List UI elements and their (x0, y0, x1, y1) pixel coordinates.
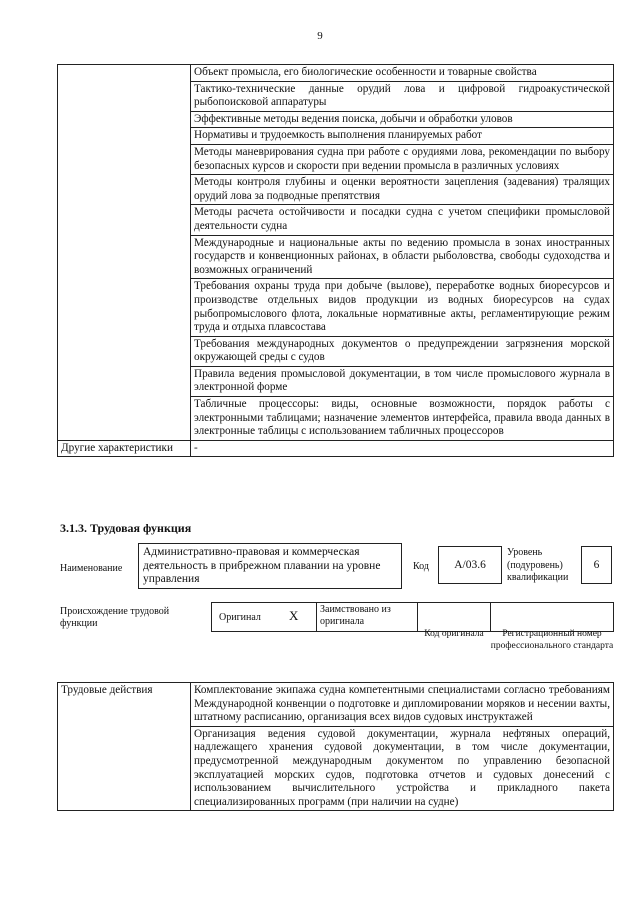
table-cell: Нормативы и трудоемкость выполнения планируемых работ (191, 128, 614, 145)
table-cell: Тактико-технические данные орудий лова и цифровой гидроакустической рыбопоисковой аппаратуры (191, 81, 614, 111)
table-cell: Методы расчета остойчивости и посадки судна с учетом специфики промысловой деятельности судна (191, 205, 614, 235)
code-original-caption: Код оригинала (424, 629, 484, 639)
table-cell: Объект промысла, его биологические особенности и товарные свойства (191, 65, 614, 82)
table-cell: Международные и национальные акты по ведению промысла в зонах иностранных государств и конвенционных районах, в области рыболовства, свободы судоходства и возможных ограничений (191, 235, 614, 279)
table-cell: Комплектование экипажа судна компетентными специалистами согласно требованиям Международной конвенции о подготовке и дипломировании моряков и несении вахты, штатному расписанию, организация всех видов судовых инструктажей (191, 683, 614, 727)
original-label: Оригинал (219, 612, 261, 623)
table-row (58, 683, 614, 727)
table-cell: Методы маневрирования судна при работе с орудиями лова, рекомендации по выбору безопасных курсов и скорости при ведении промысла в различных условиях (191, 144, 614, 174)
table-row (58, 65, 614, 82)
name-value: Административно-правовая и коммерческая деятельность в прибрежном плавании на уровне управления (143, 546, 381, 585)
level-box (581, 546, 612, 584)
code-value: A/03.6 (454, 558, 486, 571)
section-heading: 3.1.3. Трудовая функция (60, 521, 192, 535)
table-cell: Правила ведения промысловой документации, в том числе промыслового журнала в электронной форме (191, 366, 614, 396)
table-label-cell (58, 65, 191, 441)
table-cell: Табличные процессоры: виды, основные возможности, порядок работы с электронными таблицами; назначение элементов интерфейса, правила ввода данных в электронные таблицы с использованием табличных процессоров (191, 397, 614, 441)
table-cell: Организация ведения судовой документации, журнала нефтяных операций, надлежащего хранения судовой документации, в том числе документации, предусмотренной международным документом по управлению безопасной эксплуатацией морских судов, подготовка отчетов и судовых донесений с использованием вычислительного устройства и прикладного пакета специализированных программ (при наличии на судне) (191, 726, 614, 811)
other-characteristics-value: - (191, 440, 614, 457)
labor-actions-table (57, 682, 614, 811)
table-cell: Требования охраны труда при добыче (вылове), переработке водных биоресурсов и производстве отдельных видов продукции из водных биоресурсов на судах рыбопромыслового флота, локальные нормативные акты, регламентирующие режим труда и отдыха плавсостава (191, 279, 614, 336)
reg-number-caption: Регистрационный номер профессионального стандарта (490, 629, 614, 651)
origin-label: Происхождение трудовой функции (60, 606, 170, 629)
other-characteristics-label: Другие характеристики (58, 440, 191, 457)
table-row (58, 440, 614, 457)
page-number: 9 (317, 30, 323, 42)
original-mark: X (289, 608, 299, 623)
level-label: Уровень (подуровень) квалификации (507, 547, 569, 583)
labor-actions-label: Трудовые действия (58, 683, 191, 811)
knowledge-table (57, 64, 614, 457)
table-cell: Методы контроля глубины и оценки вероятности зацепления (задевания) тралящих орудий лова за подводные препятствия (191, 175, 614, 205)
code-box (438, 546, 502, 584)
table-cell: Требования международных документов о предупреждении загрязнения морской окружающей среды с судов (191, 336, 614, 366)
code-label: Код (413, 561, 429, 572)
name-label: Наименование (60, 563, 123, 574)
name-box (138, 543, 402, 589)
level-value: 6 (593, 558, 600, 571)
borrowed-label: Заимствовано из оригинала (320, 604, 391, 627)
table-cell: Эффективные методы ведения поиска, добычи и обработки уловов (191, 111, 614, 128)
